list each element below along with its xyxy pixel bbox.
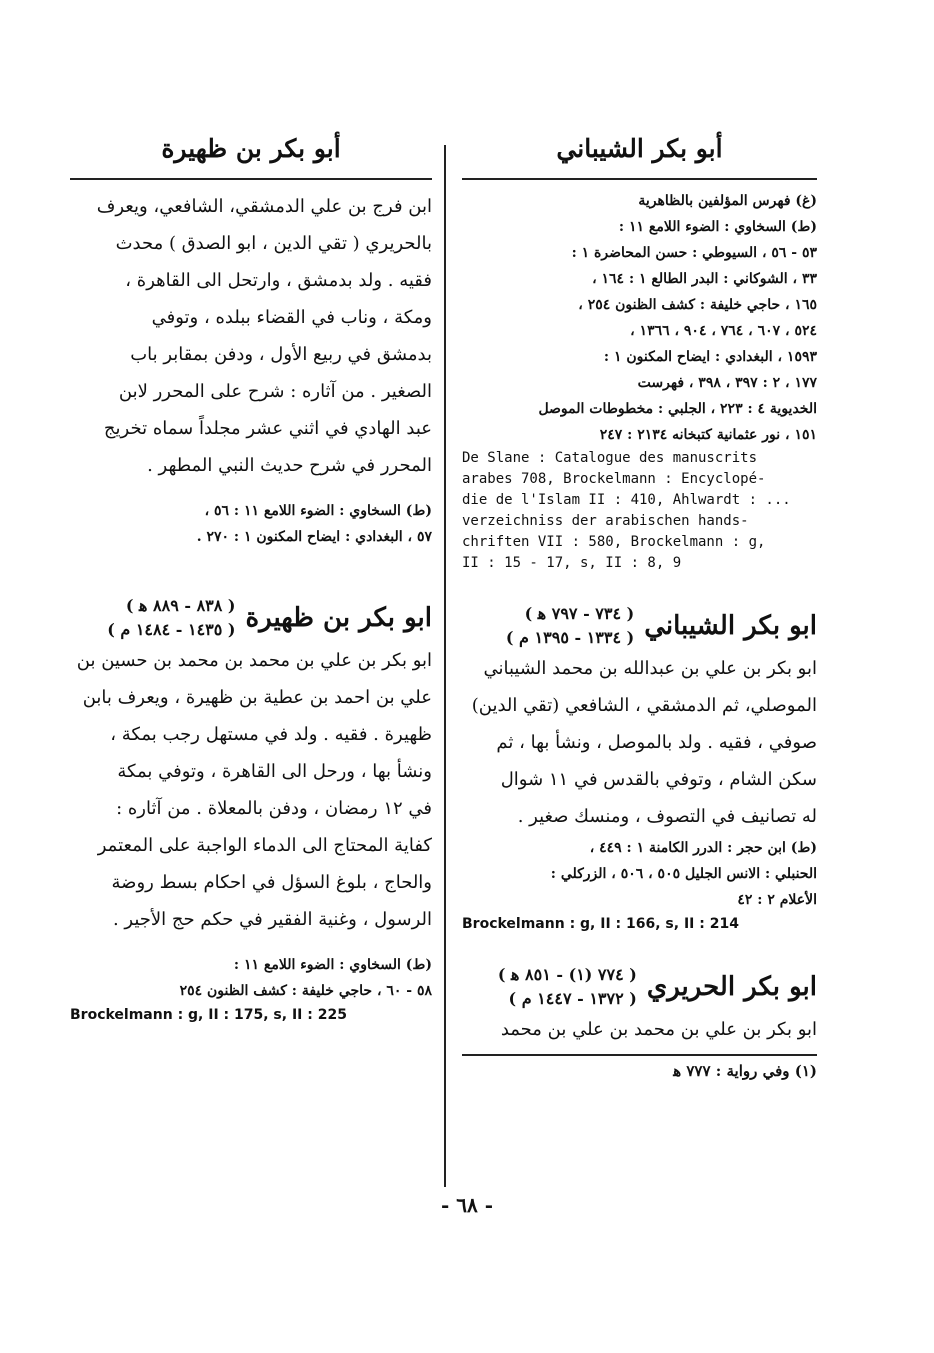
body-line: ومكة ، وناب في القضاء ببلده ، وتوفي	[151, 307, 432, 328]
entry-heading	[462, 963, 817, 1011]
entry-heading	[462, 602, 817, 650]
running-header-left: أبو بكر بن ظهيرة	[70, 120, 432, 180]
body-line: ابن فرج بن علي الدمشقي، الشافعي، ويعرف	[96, 196, 432, 217]
dates-ce: ( ١٣٣٤ - ١٣٩٥ م )	[505, 628, 635, 647]
right-column	[462, 120, 817, 1080]
latin-ref-line: verzeichniss der arabischen hands-	[462, 513, 749, 529]
ref-line: ١٧٧ ، ٢ : ٣٩٧ ، ٣٩٨ ، فهرست	[637, 375, 817, 391]
body-line: ونشأ بها ، ورحل الى القاهرة ، وتوفي بمكة	[117, 761, 432, 782]
ref-line: ٥٧ ، البغدادي : ايضاح المكنون ١ : ٢٧٠ .	[196, 529, 432, 545]
entry-name: ابو بكر بن ظهيرة	[245, 603, 432, 633]
latin-references	[462, 448, 817, 574]
ref-line: (ط) السخاوي : الضوء اللامع ١١ : ٥٦ ،	[204, 503, 432, 519]
body-line: ابو بكر بن علي بن عبدالله بن محمد الشيباني	[483, 658, 817, 679]
ref-line: (ط) السخاوي : الضوء اللامع ١١ :	[618, 219, 817, 235]
dates-hijri: ( ٨٣٨ - ٨٨٩ ﻫ )	[125, 596, 236, 615]
body-line: الصغير . من آثاره : شرح على المحرر لابن	[118, 381, 432, 402]
latin-reference: Brockelmann : g, II : 166, s, II : 214	[462, 916, 739, 932]
ref-line: ١٥١ ، نور عثمانية كتبخانه ٢١٣٤ : ٢٤٧	[599, 427, 817, 443]
latin-ref-line: chriften VII : 580, Brockelmann : g,	[462, 534, 766, 550]
dates-hijri: ( ٧٧٤ (١) - ٨٥١ ﻫ )	[497, 965, 637, 984]
latin-ref-line: arabes 708, Brockelmann : Encyclopé-	[462, 471, 766, 487]
footnote-rule	[462, 1054, 817, 1056]
ref-line: ١٦٥ ، حاجي خليفة : كشف الظنون ٢٥٤ ،	[578, 297, 817, 313]
entry-dates	[498, 963, 637, 1011]
references-block	[462, 188, 817, 448]
body-line: والحاج ، بلوغ السؤل في احكام بسط روضة	[111, 872, 432, 893]
body-line: عبد الهادي في اثني عشر مجلداً سماه تخريج	[103, 418, 432, 439]
ref-line: (ط) السخاوي : الضوء اللامع ١١ :	[233, 957, 432, 973]
ref-line: (غ) فهرس المؤلفين بالظاهرية	[638, 193, 817, 209]
dates-ce: ( ١٣٧٢ - ١٤٤٧ م )	[508, 989, 637, 1008]
ref-line: ٥٣ - ٥٦ ، السيوطي : حسن المحاضرة ١ :	[571, 245, 817, 261]
body-line: سكن الشام ، وتوفي بالقدس في ١١ شوال	[500, 769, 817, 790]
references-block	[462, 835, 817, 913]
ref-line: ٥٢٤ ، ٦٠٧ ، ٧٦٤ ، ٩٠٤ ، ١٣٦٦ ،	[630, 323, 817, 339]
body-line: بدمشق في ربيع الأول ، ودفن بمقابر باب	[130, 344, 432, 365]
ref-line: (ط) ابن حجر : الدرر الكامنة ١ : ٤٤٩ ،	[589, 840, 817, 856]
body-line: المحرر في شرح حديث النبي المطهر .	[147, 455, 432, 476]
entry-name: ابو بكر الشيباني	[644, 611, 817, 641]
body-line: الموصلي، ثم الدمشقي ، الشافعي (تقي الدين)	[471, 695, 817, 716]
body-line: ابو بكر بن علي بن محمد بن علي بن محمد	[500, 1019, 817, 1040]
column-divider	[444, 145, 446, 1187]
ref-line: ١٥٩٣ ، البغدادي : ايضاح المكنون ١ :	[603, 349, 817, 365]
entry-body	[70, 642, 432, 938]
ref-line: ٣٣ ، الشوكاني : البدر الطالع ١ : ١٦٤ ،	[592, 271, 817, 287]
dates-hijri: ( ٧٣٤ - ٧٩٧ ﻫ )	[524, 604, 635, 623]
body-line: الرسول ، وغنية الفقير في حكم حج الأجير .	[112, 909, 432, 930]
ref-line: الأعلام ٢ : ٤٢	[737, 892, 817, 908]
references-block	[70, 498, 432, 550]
entry-body	[462, 1011, 817, 1048]
entry-body	[70, 188, 432, 484]
body-line: صوفي ، فقيه . ولد بالموصل ، ونشأ بها ، ثم	[496, 732, 817, 753]
latin-reference: Brockelmann : g, II : 175, s, II : 225	[70, 1007, 347, 1023]
latin-ref-line: die de l'Islam II : 410, Ahlwardt : ...	[462, 492, 791, 508]
page-number: - ٦٨ -	[440, 1193, 493, 1217]
latin-ref-line: II : 15 - 17, s, II : 8, 9	[462, 555, 682, 571]
ref-line: الحنبلي : الانس الجليل ٥٠٥ ، ٥٠٦ ، الزركلي :	[550, 866, 817, 882]
body-line: فقيه . ولد بدمشق ، وارتحل الى القاهرة ،	[125, 270, 432, 291]
dates-ce: ( ١٤٣٥ - ١٤٨٤ م )	[107, 620, 236, 639]
ref-line: ٥٨ - ٦٠ ، حاجي خليفة : كشف الظنون ٢٥٤	[179, 983, 432, 999]
body-line: له تصانيف في التصوف ، ومنسك صغير .	[517, 806, 817, 827]
body-line: كفاية المحتاج الى الدماء الواجبة على المعتمر	[97, 835, 432, 856]
body-line: ظهيرة . فقيه . ولد في مستهل رجب بمكة ،	[110, 724, 432, 745]
body-line: في ١٢ رمضان ، ودفن بالمعلاة . من آثاره :	[116, 798, 432, 819]
entry-name: ابو بكر الحريري	[646, 972, 817, 1002]
entry-heading	[70, 594, 432, 642]
body-line: بالحريري ( تقي الدين ، ابو الصدق ) محدث	[115, 233, 432, 254]
left-column	[70, 120, 432, 1026]
body-line: علي بن احمد بن عطية بن ظهيرة ، ويعرف بابن	[82, 687, 432, 708]
references-block	[70, 952, 432, 1004]
ref-line: الخديوية ٤ : ٢٢٣ ، الجلبي : مخطوطات الموصل	[538, 401, 817, 417]
footnote: (١) وفي رواية : ٧٧٧ ﻫ	[673, 1062, 817, 1080]
latin-ref-line: De Slane : Catalogue des manuscrits	[462, 450, 758, 466]
entry-dates	[506, 602, 634, 650]
running-header-right: أبو بكر الشيباني	[462, 120, 817, 180]
body-line: ابو بكر بن علي بن محمد بن محمد بن حسين بن	[76, 650, 432, 671]
entry-dates	[107, 594, 235, 642]
entry-body	[462, 650, 817, 835]
